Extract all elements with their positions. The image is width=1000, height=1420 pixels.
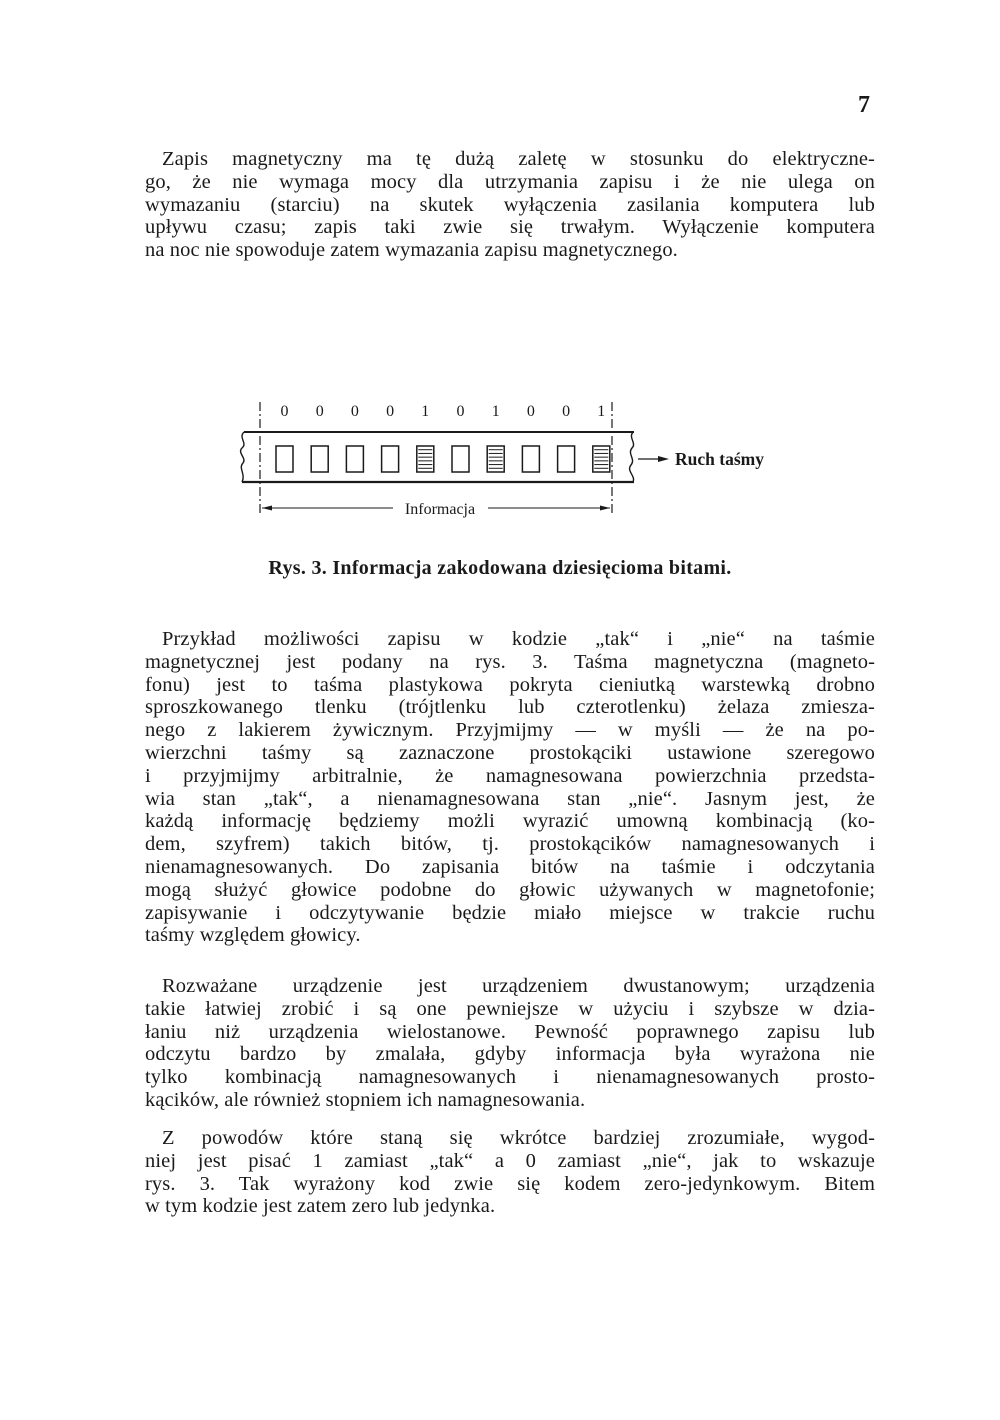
bit-digit-label: 0 xyxy=(526,403,535,420)
text-line: takie łatwiej zrobić i są one pewniejsze w użyciu i szybsze w dzia- xyxy=(145,997,875,1020)
paragraph-3 xyxy=(145,975,875,1112)
paragraph-4 xyxy=(145,1127,875,1218)
text-line: wierzchni taśmy są zaznaczone prostokąciki ustawione szeregowo xyxy=(145,741,875,764)
text-line: mogą służyć głowice podobne do głowic używanych w magnetofonie; xyxy=(145,878,875,901)
bit-labels xyxy=(281,403,606,420)
text-line: wymazaniu (starciu) na skutek wyłączenia zasilania komputera lub xyxy=(145,193,875,216)
text-line: magnetycznej jest podany na rys. 3. Taśma magnetyczna (magneto- xyxy=(145,650,875,673)
bit-digit-label: 1 xyxy=(597,403,606,420)
figure-caption: Rys. 3. Informacja zakodowana dziesięcioma bitami. xyxy=(268,557,732,579)
motion-arrowhead xyxy=(658,456,669,462)
text-line: odczytu bardzo by zmalała, gdyby informacja była wyrażona nie xyxy=(145,1043,875,1066)
unmagnetized-cell xyxy=(311,446,328,472)
unmagnetized-cell xyxy=(382,446,399,472)
bit-digit-label: 0 xyxy=(350,403,359,420)
text-line: upływu czasu; zapis taki zwie się trwałym. Wyłączenie komputera xyxy=(145,216,875,239)
text-line: na noc nie spowoduje zatem wymazania zapisu magnetycznego. xyxy=(145,239,678,262)
span-arrowhead-right xyxy=(600,506,610,511)
bit-digit-label: 1 xyxy=(491,403,500,420)
bit-digit-label: 0 xyxy=(456,403,465,420)
bit-digit-label: 1 xyxy=(421,403,430,420)
text-line: Zapis magnetyczny ma tę dużą zaletę w stosunku do elektryczne- xyxy=(162,148,875,170)
span-arrowhead-left xyxy=(262,506,272,511)
unmagnetized-cell xyxy=(452,446,469,472)
text-line: go, że nie wymaga mocy dla utrzymania zapisu i że nie ulega on xyxy=(145,170,875,193)
text-line: nego z lakierem żywicznym. Przyjmijmy — w myśli — że na po- xyxy=(145,719,875,742)
text-line: rys. 3. Tak wyrażony kod zwie się kodem zero-jedynkowym. Bitem xyxy=(145,1172,875,1195)
bit-digit-label: 0 xyxy=(386,403,395,420)
text-line: nienamagnesowanych. Do zapisania bitów na taśmie i odczytania xyxy=(145,855,875,878)
tape-right-torn-edge xyxy=(630,432,634,482)
text-line: kącików, ale również stopniem ich namagnesowania. xyxy=(145,1088,586,1111)
text-line: niej jest pisać 1 zamiast „tak“ a 0 zamiast „nie“, jak to wskazuje xyxy=(145,1149,875,1172)
text-line: dem, szyfrem) takich bitów, tj. prostokącików namagnesowanych i xyxy=(145,833,875,856)
page-number: 7 xyxy=(858,92,870,118)
unmagnetized-cell xyxy=(276,446,293,472)
tape-left-torn-edge xyxy=(241,432,244,482)
text-line: w tym kodzie jest zatem zero lub jedynka. xyxy=(145,1195,496,1218)
text-line: taśmy względem głowicy. xyxy=(145,924,361,947)
text-line: sproszkowanego tlenku (trójtlenku lub czterotlenku) żelaza zmiesza- xyxy=(145,696,875,719)
text-line: Przykład możliwości zapisu w kodzie „tak“ i „nie“ na taśmie xyxy=(162,628,875,650)
bit-digit-label: 0 xyxy=(562,403,571,420)
unmagnetized-cell xyxy=(558,446,575,472)
text-line: Rozważane urządzenie jest urządzeniem dwustanowym; urządzenia xyxy=(162,975,875,997)
paragraph-1 xyxy=(145,148,875,262)
unmagnetized-cell xyxy=(522,446,539,472)
text-line: tylko kombinacją namagnesowanych i nienamagnesowanych prosto- xyxy=(145,1066,875,1089)
text-line: zapisywanie i odczytywanie będzie miało miejsce w trakcie ruchu xyxy=(145,901,875,924)
text-line: fonu) jest to taśma plastykowa pokryta cieniutką warstewką drobno xyxy=(145,673,875,696)
tape-diagram xyxy=(0,390,1000,530)
text-line: każdą informację będziemy możli wyrazić umowną kombinacją (ko- xyxy=(145,810,875,833)
paragraph-2 xyxy=(145,628,875,947)
text-line: łaniu niż urządzenia wielostanowe. Pewność poprawnego zapisu lub xyxy=(145,1020,875,1043)
unmagnetized-cell xyxy=(346,446,363,472)
text-line: i przyjmijmy arbitralnie, że namagnesowana powierzchnia przedsta- xyxy=(145,764,875,787)
bit-cells xyxy=(276,446,610,472)
text-line: wia stan „tak“, a nienamagnesowana stan „nie“. Jasnym jest, że xyxy=(145,787,875,810)
bit-digit-label: 0 xyxy=(315,403,324,420)
tape-motion-label: Ruch taśmy xyxy=(675,449,764,469)
information-span-label: Informacja xyxy=(404,501,476,518)
text-line: Z powodów które staną się wkrótce bardziej zrozumiałe, wygod- xyxy=(162,1127,875,1149)
bit-digit-label: 0 xyxy=(280,403,289,420)
